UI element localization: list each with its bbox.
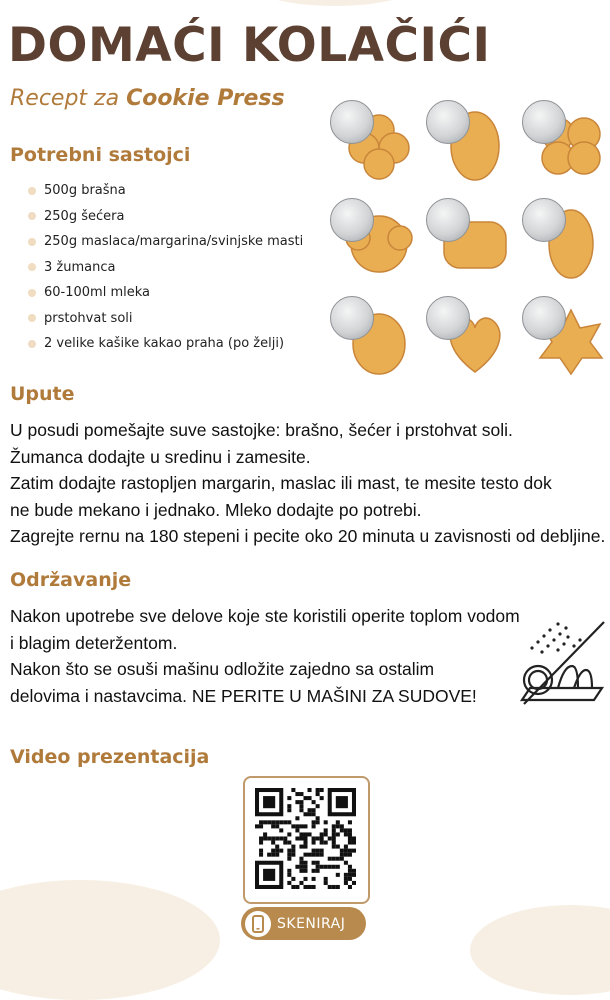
ingredient-item [28, 255, 303, 281]
cookie-shape-image [422, 288, 516, 384]
decor-blob-top [250, 0, 420, 6]
ingredient-item [28, 229, 303, 255]
video-heading: Video prezentacija [10, 746, 210, 768]
instructions-line: U posudi pomešajte suve sastojke: brašno, šećer i prstohvat soli. [10, 420, 513, 440]
instructions-text [10, 417, 605, 550]
no-dishwasher-icon [518, 618, 608, 708]
maintenance-line: i blagim deteržentom. [10, 632, 178, 653]
page-title: DOMAĆI KOLAČIĆI [8, 18, 491, 73]
bullet-dot-icon [28, 263, 36, 271]
bullet-dot-icon [28, 238, 36, 246]
decor-blob-bottom-right [470, 905, 610, 995]
page-subtitle [10, 86, 285, 111]
bullet-dot-icon [28, 212, 36, 220]
decor-blob-bottom-left [0, 880, 220, 1000]
scan-button[interactable] [241, 907, 366, 940]
press-disc-icon [426, 198, 470, 242]
ingredient-item [28, 331, 303, 357]
cookie-shape-image [422, 190, 516, 286]
cookie-shape-image [326, 190, 420, 286]
cookie-shape-image [326, 92, 420, 188]
maintenance-line: delovima i nastavcima. NE PERITE U MAŠINI ZA SUDOVE! [10, 685, 477, 706]
ingredients-heading: Potrebni sastojci [10, 144, 191, 166]
cookie-shape-image [518, 288, 610, 384]
instructions-line: ne bude mekano i jednako. Mleko dodajte po potrebi. [10, 499, 422, 520]
ingredient-item [28, 178, 303, 204]
press-disc-icon [330, 100, 374, 144]
qr-code-icon[interactable] [255, 788, 356, 889]
instructions-line: Žumanca dodajte u sredinu i zamesite. [10, 446, 311, 467]
subtitle-prefix: Recept za [10, 86, 127, 111]
maintenance-text [10, 603, 520, 709]
press-disc-icon [330, 296, 374, 340]
press-disc-icon [426, 296, 470, 340]
ingredient-text: 2 velike kašike kakao praha (po želji) [44, 336, 285, 352]
ingredient-item [28, 280, 303, 306]
cookie-shape-image [518, 92, 610, 188]
ingredient-text: 500g brašna [44, 183, 126, 199]
press-disc-icon [522, 198, 566, 242]
press-disc-icon [330, 198, 374, 242]
bullet-dot-icon [28, 187, 36, 195]
ingredient-text: 3 žumanca [44, 259, 116, 275]
cookie-shape-image [518, 190, 610, 286]
ingredient-item [28, 306, 303, 332]
cookie-shape-image [326, 288, 420, 384]
instructions-line: Zatim dodajte rastopljen margarin, maslac ili mast, te mesite testo dok [10, 473, 552, 493]
press-disc-icon [522, 100, 566, 144]
cookie-shapes-gallery [326, 92, 610, 382]
press-disc-icon [522, 296, 566, 340]
cookie-shape-image [422, 92, 516, 188]
ingredient-text: 250g maslaca/margarina/svinjske masti [44, 234, 304, 250]
bullet-dot-icon [28, 314, 36, 322]
instructions-line: Zagrejte rernu na 180 stepeni i pecite oko 20 minuta u zavisnosti od debljine. [10, 526, 606, 546]
maintenance-line: Nakon upotrebe sve delove koje ste koristili operite toplom vodom [10, 606, 520, 626]
press-disc-icon [426, 100, 470, 144]
scan-button-label: SKENIRAJ [277, 915, 346, 932]
ingredient-item [28, 204, 303, 230]
ingredient-text: 250g šećera [44, 208, 125, 224]
ingredient-text: prstohvat soli [44, 310, 133, 326]
ingredients-list [28, 178, 303, 357]
maintenance-heading: Održavanje [10, 569, 132, 591]
maintenance-line: Nakon što se osuši mašinu odložite zajedno sa ostalim [10, 659, 435, 679]
bullet-dot-icon [28, 289, 36, 297]
instructions-heading: Upute [10, 383, 75, 405]
ingredient-text: 60-100ml mleka [44, 285, 150, 301]
subtitle-product: Cookie Press [126, 86, 285, 111]
qr-code-frame[interactable] [243, 776, 370, 904]
phone-icon [245, 911, 271, 937]
bullet-dot-icon [28, 340, 36, 348]
